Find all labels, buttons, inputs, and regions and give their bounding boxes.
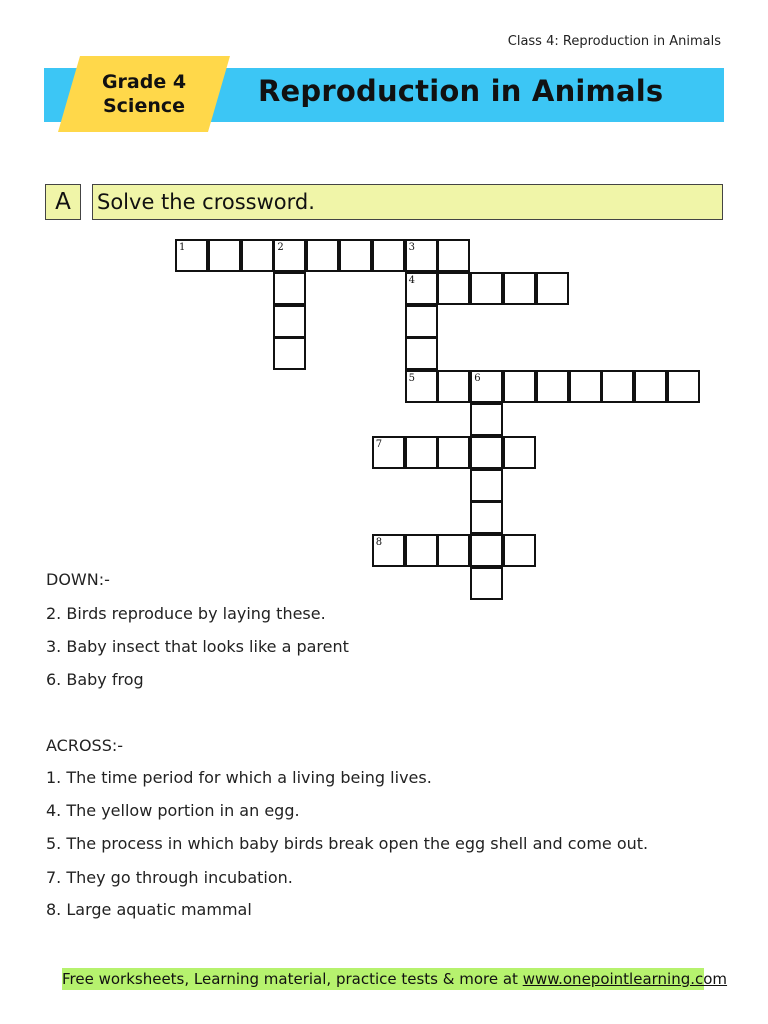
crossword-cell[interactable] <box>372 534 405 567</box>
crossword-cell[interactable] <box>405 370 438 403</box>
across-heading: ACROSS:- <box>46 736 124 755</box>
clue-number: 4 <box>408 274 415 286</box>
crossword-cell[interactable] <box>470 534 503 567</box>
crossword-cell[interactable] <box>273 272 306 305</box>
clue-number: 6 <box>474 373 481 385</box>
across-clue: 4. The yellow portion in an egg. <box>46 801 300 820</box>
crossword-cell[interactable] <box>306 239 339 272</box>
crossword-cell[interactable] <box>372 436 405 469</box>
footer-banner <box>62 968 728 990</box>
crossword-cell[interactable] <box>503 272 536 305</box>
crossword-cell[interactable] <box>405 436 438 469</box>
crossword-cell[interactable] <box>405 337 438 370</box>
crossword-cell[interactable] <box>339 239 372 272</box>
crossword-cell[interactable] <box>405 534 438 567</box>
crossword-cell[interactable] <box>601 370 634 403</box>
down-clue: 6. Baby frog <box>46 670 144 689</box>
crossword-cell[interactable] <box>405 305 438 338</box>
section-letter: A <box>45 184 81 220</box>
crossword-cell[interactable] <box>634 370 667 403</box>
crossword-cell[interactable] <box>273 239 306 272</box>
down-heading: DOWN:- <box>46 570 110 589</box>
crossword-cell[interactable] <box>470 501 503 534</box>
across-clue: 7. They go through incubation. <box>46 868 293 887</box>
crossword-cell[interactable] <box>470 469 503 502</box>
crossword-cell[interactable] <box>405 239 438 272</box>
crossword-cell[interactable] <box>208 239 241 272</box>
crossword-cell[interactable] <box>437 534 470 567</box>
clue-number: 5 <box>408 373 415 385</box>
across-clue: 5. The process in which baby birds break open the egg shell and come out. <box>46 834 649 853</box>
crossword-cell[interactable] <box>536 370 569 403</box>
page-caption: Class 4: Reproduction in Animals <box>507 34 721 49</box>
across-clue: 1. The time period for which a living being lives. <box>46 768 432 787</box>
down-clue: 2. Birds reproduce by laying these. <box>46 604 326 623</box>
footer-text: Free worksheets, Learning material, practice tests & more at <box>62 970 523 988</box>
crossword-cell[interactable] <box>470 370 503 403</box>
crossword-cell[interactable] <box>273 337 306 370</box>
down-clue: 3. Baby insect that looks like a parent <box>46 637 349 656</box>
clue-number: 2 <box>277 242 284 253</box>
clue-number: 7 <box>375 438 383 450</box>
clue-number: 3 <box>408 242 415 253</box>
crossword-cell[interactable] <box>175 239 208 272</box>
crossword-cell[interactable] <box>470 436 503 469</box>
footer-link[interactable]: www.onepointlearning.com <box>522 970 728 988</box>
crossword-cell[interactable] <box>536 272 569 305</box>
grade-line: Grade 4 <box>101 71 187 93</box>
crossword-cell[interactable] <box>503 370 536 403</box>
crossword-cell[interactable] <box>437 239 470 272</box>
section-heading: Solve the crossword. <box>92 184 723 220</box>
page-title: Reproduction in Animals <box>258 74 664 108</box>
crossword-cell[interactable] <box>437 370 470 403</box>
subject-line: Science <box>102 95 186 117</box>
crossword-cell[interactable] <box>372 239 405 272</box>
crossword-cell[interactable] <box>470 567 503 600</box>
crossword-cell[interactable] <box>503 436 536 469</box>
crossword-cell[interactable] <box>273 305 306 338</box>
crossword-cell[interactable] <box>470 272 503 305</box>
crossword-cell[interactable] <box>405 272 438 305</box>
crossword-cell[interactable] <box>241 239 274 272</box>
across-clue: 8. Large aquatic mammal <box>46 900 252 919</box>
crossword-cell[interactable] <box>569 370 602 403</box>
crossword-cell[interactable] <box>667 370 700 403</box>
crossword-cell[interactable] <box>503 534 536 567</box>
crossword-cell[interactable] <box>470 403 503 436</box>
crossword-cell[interactable] <box>437 436 470 469</box>
crossword-cell[interactable] <box>437 272 470 305</box>
clue-number: 8 <box>375 537 383 549</box>
clue-number: 1 <box>179 242 186 253</box>
